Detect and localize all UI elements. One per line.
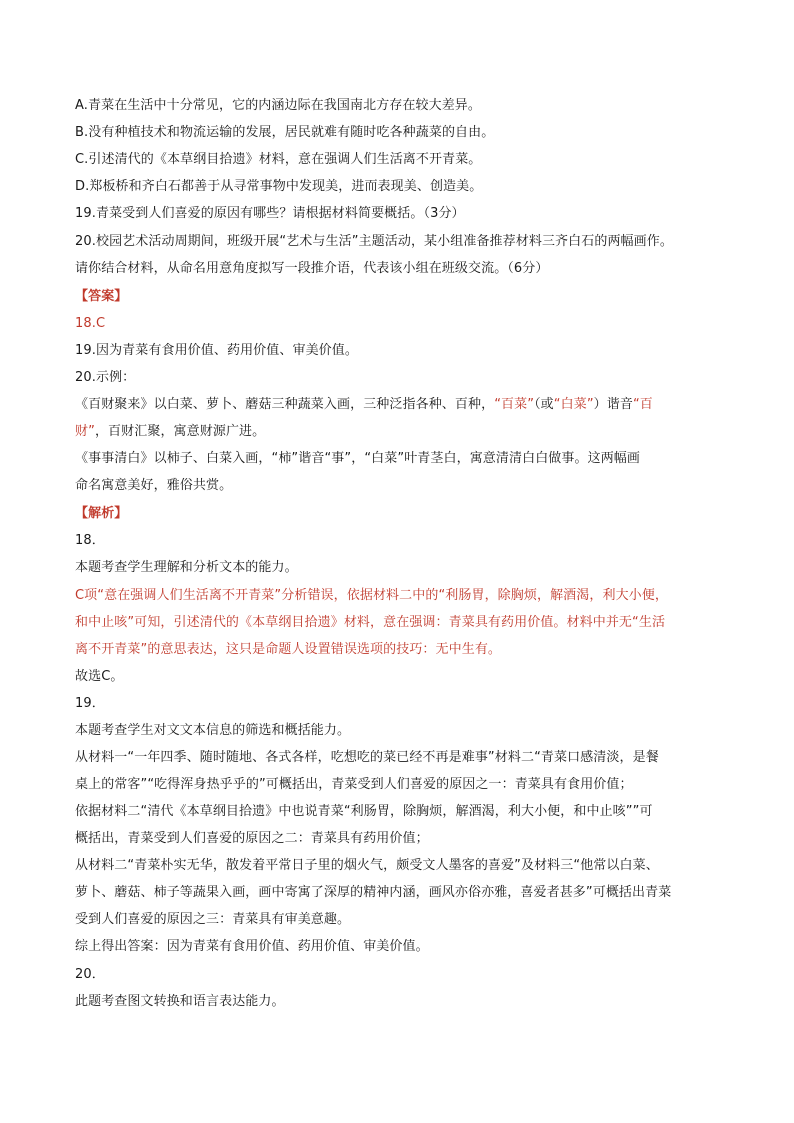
question-20-line2: 请你结合材料，从命名用意角度拟写一段推介语，代表该小组在班级交流。（6分） bbox=[75, 261, 549, 276]
answer-20-highlight: “百 bbox=[632, 397, 653, 412]
question-20-line1: 20.校园艺术活动周期间，班级开展“艺术与生活”主题活动，某小组准备推荐材料三齐白石的两幅画作。 bbox=[75, 234, 673, 249]
answer-20-label: 20.示例： bbox=[75, 370, 136, 385]
answer-18: 18.C bbox=[75, 316, 106, 331]
answer-20-highlight: “白菜” bbox=[553, 397, 594, 412]
option-b: B.没有种植技术和物流运输的发展，居民就难有随时吃各种蔬菜的自由。 bbox=[75, 125, 495, 140]
answer-heading: 【答案】 bbox=[75, 289, 128, 304]
answer-20-para2-line1: 《事事清白》以柿子、白菜入画，“柿”谐音“事”，“白菜”叶青茎白，寓意清清白白做事。这两幅画 bbox=[75, 451, 641, 466]
analysis-18-line4: 离不开青菜”的意思表达，这只是命题人设置错误选项的技巧：无中生有。 bbox=[75, 642, 502, 657]
analysis-20-line1: 此题考查图文转换和语言表达能力。 bbox=[75, 994, 285, 1009]
analysis-18-line5: 故选C。 bbox=[75, 669, 124, 684]
question-19: 19.青菜受到人们喜爱的原因有哪些？请根据材料简要概括。（3分） bbox=[75, 206, 465, 221]
answer-20-text: 《百财聚来》以白菜、萝卜、蘑菇三种蔬菜入画，三种泛指各种、百种， bbox=[75, 397, 495, 412]
answer-20-text: （或 bbox=[534, 397, 554, 412]
analysis-19-line8: 受到人们喜爱的原因之三：青菜具有审美意趣。 bbox=[75, 912, 351, 927]
analysis-19-number: 19． bbox=[75, 696, 105, 711]
answer-19: 19.因为青菜有食用价值、药用价值、审美价值。 bbox=[75, 343, 358, 358]
analysis-20-number: 20． bbox=[75, 967, 105, 982]
analysis-heading: 【解析】 bbox=[75, 506, 128, 521]
analysis-18-line2: C项“意在强调人们生活离不开青菜”分析错误，依据材料二中的“利肠胃，除胸烦，解酒渴，利大小便， bbox=[75, 588, 668, 603]
answer-20-highlight: 财” bbox=[75, 424, 95, 439]
answer-20-text: ，百财汇聚，寓意财源广进。 bbox=[94, 424, 266, 439]
option-d: D.郑板桥和齐白石都善于从寻常事物中发现美，进而表现美、创造美。 bbox=[75, 179, 483, 194]
analysis-18-number: 18． bbox=[75, 533, 105, 548]
analysis-19-line2: 从材料一“一年四季、随时随地、各式各样，吃想吃的菜已经不再是难事”材料二“青菜口感清淡，是餐 bbox=[75, 750, 659, 765]
analysis-19-line9: 综上得出答案：因为青菜有食用价值、药用价值、审美价值。 bbox=[75, 939, 429, 954]
analysis-18-line3: 和中止咳”可知，引述清代的《本草纲目拾遗》材料，意在强调：青菜具有药用价值。材料中并无“生活 bbox=[75, 615, 666, 630]
analysis-19-line4: 依据材料二“清代《本草纲目拾遗》中也说青菜“利肠胃，除胸烦，解酒渴，利大小便，和中止咳””可 bbox=[75, 804, 653, 819]
answer-20-para1-line1 bbox=[75, 396, 653, 414]
answer-20-para2-line2: 命名寓意美好，雅俗共赏。 bbox=[75, 478, 233, 493]
analysis-19-line6: 从材料二“青菜朴实无华，散发着平常日子里的烟火气，颇受文人墨客的喜爱”及材料三“他常以白菜、 bbox=[75, 858, 659, 873]
analysis-19-line7: 萝卜、蘑菇、柿子等蔬果入画，画中寄寓了深厚的精神内涵，画风亦俗亦雅，喜爱者甚多”可概括出青菜 bbox=[75, 885, 672, 900]
answer-20-highlight: “百菜” bbox=[494, 397, 535, 412]
answer-20-para1-line2 bbox=[75, 423, 265, 441]
analysis-19-line5: 概括出，青菜受到人们喜爱的原因之二：青菜具有药用价值； bbox=[75, 831, 429, 846]
option-c: C.引述清代的《本草纲目拾遗》材料，意在强调人们生活离不开青菜。 bbox=[75, 152, 482, 167]
analysis-19-line3: 桌上的常客”“吃得浑身热乎乎的”可概括出，青菜受到人们喜爱的原因之一：青菜具有食用价值； bbox=[75, 777, 633, 792]
analysis-19-line1: 本题考查学生对文文本信息的筛选和概括能力。 bbox=[75, 723, 351, 738]
analysis-18-line1: 本题考查学生理解和分析文本的能力。 bbox=[75, 560, 298, 575]
answer-20-text: ）谐音 bbox=[593, 397, 633, 412]
option-a: A.青菜在生活中十分常见，它的内涵边际在我国南北方存在较大差异。 bbox=[75, 98, 481, 113]
